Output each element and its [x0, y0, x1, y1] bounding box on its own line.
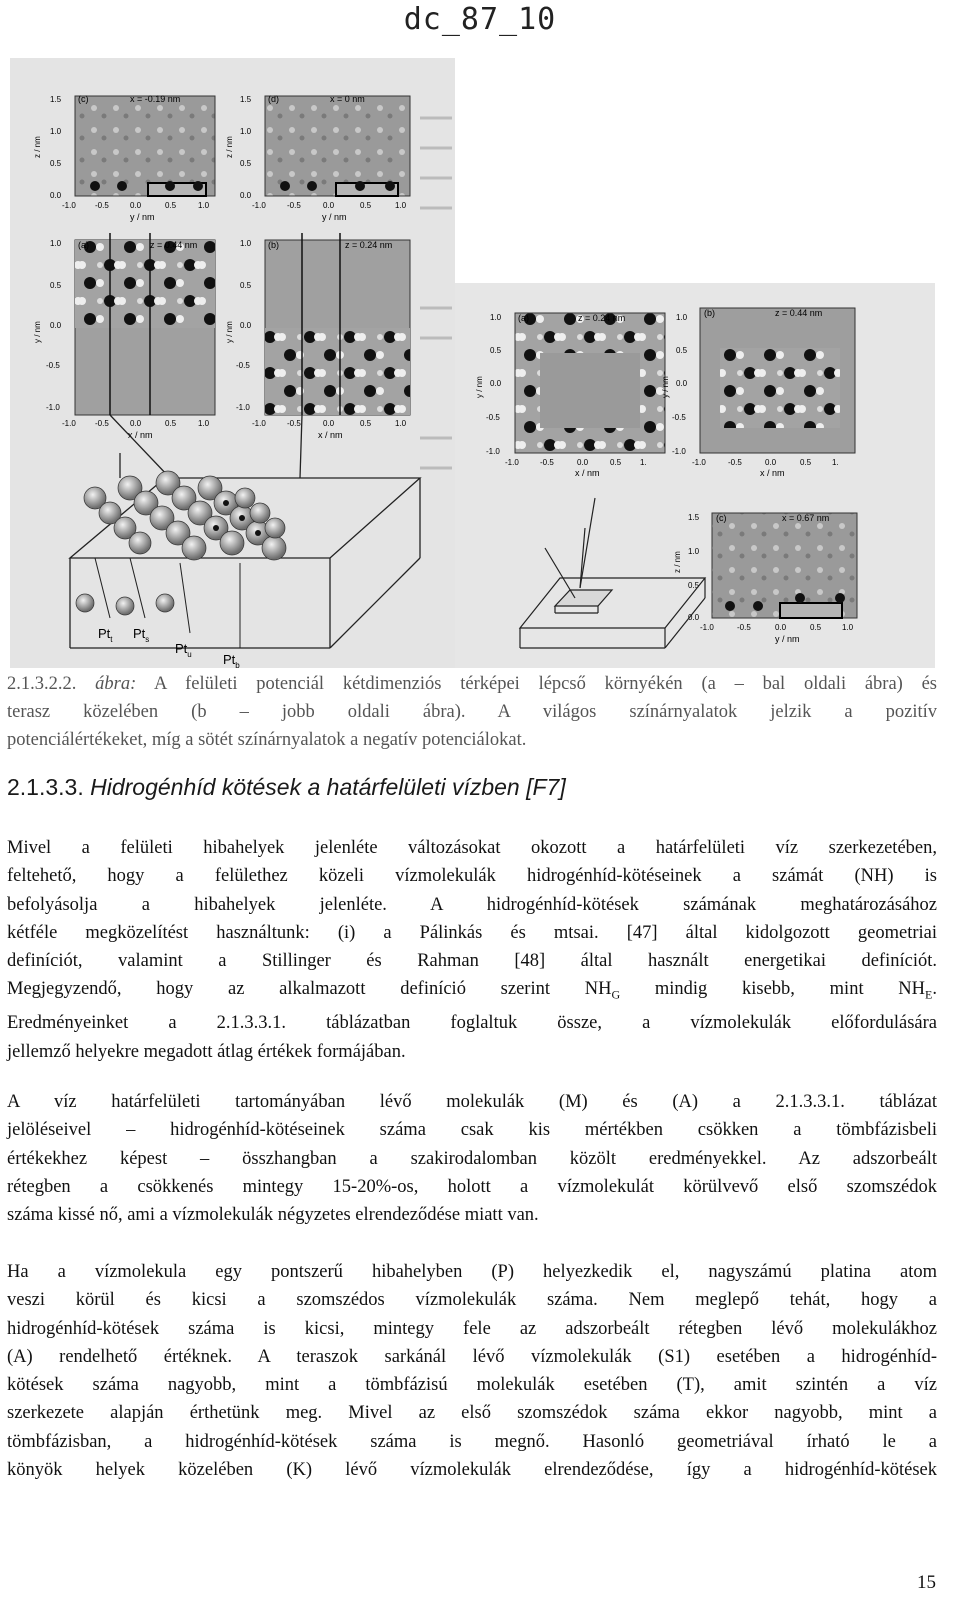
page-number: 15 [917, 1572, 936, 1593]
p1-line: Eredményeinket a 2.1.3.3.1. táblázatban foglaltuk össze, a vízmolekulák előfordulására [7, 1013, 937, 1034]
right-a-ylabel: y / nm [475, 376, 484, 398]
left-a-xlabel: x / nm [128, 430, 153, 440]
right-c-xtick-4: 1.0 [842, 623, 854, 632]
right-c-ylabel: z / nm [673, 551, 682, 573]
p1-line: definíciót, valamint a Stillinger és Rahman [48] által használt energetikai definíciót. [7, 951, 937, 972]
left-b-xtick-1: -0.5 [287, 419, 301, 428]
svg-text:Ptb: $Pt_b$ [223, 652, 240, 668]
left-a-xtick-2: 0.0 [130, 419, 142, 428]
paragraph-2 [7, 1088, 937, 1229]
left-b-label: z = 0.24 nm [345, 240, 393, 250]
left-a-xtick-3: 0.5 [165, 419, 177, 428]
left-b-xtick-3: 0.5 [360, 419, 372, 428]
left-a-xtick-0: -1.0 [62, 419, 76, 428]
p3-line: (A) rendelhető értéknek. A teraszok sarkánál lévő vízmolekulák (S1) esetében a hidrogénhíd- [7, 1346, 937, 1367]
left-b-ytick-0: 1.0 [240, 239, 252, 248]
right-a-xlabel: x / nm [575, 468, 600, 478]
p2-line: rétegben a csökkenés mintegy 15-20%-os, holott a vízmolekulát körülvevő első szomszédok [7, 1176, 937, 1197]
p3-line: tömbfázisban, a hidrogénhíd-kötések száma is megnő. Hasonló geometriával írható le a [7, 1431, 937, 1452]
right-b-ylabel: y / nm [661, 376, 670, 398]
left-a-label: z = 0.44 nm [150, 240, 198, 250]
right-b-xtick-1: -0.5 [728, 458, 742, 467]
section-number: 2.1.3.3. [7, 774, 84, 800]
right-a-ytick-4: -1.0 [486, 447, 500, 456]
right-b-ytick-3: -0.5 [672, 413, 686, 422]
left-b-xtick-4: 1.0 [395, 419, 407, 428]
left-d-xtick-4: 1.0 [395, 201, 407, 210]
left-c-ytick-0: 1.5 [50, 95, 62, 104]
right-c-letter: (c) [716, 513, 727, 523]
right-b-xlabel: x / nm [760, 468, 785, 478]
left-b-letter: (b) [268, 240, 279, 250]
section-title: Hidrogénhíd kötések a határfelületi vízben [F7] [90, 774, 566, 800]
left-b-ylabel: y / nm [225, 321, 234, 343]
left-c-label: x = -0.19 nm [130, 94, 181, 104]
caption-line-1: A felületi potenciál kétdimenziós térképei lépcső környékén (a – bal oldali ábra) és [154, 674, 938, 694]
right-b-xtick-0: -1.0 [692, 458, 706, 467]
left-c-ytick-3: 0.0 [50, 191, 62, 200]
right-a-label: z = 0.24 nm [578, 313, 626, 323]
p2-line: jelöléseivel – hidrogénhíd-kötéseinek száma csak kis mértékben csökken a tömbfázisbeli [7, 1120, 937, 1141]
caption-label: ábra: [95, 674, 137, 694]
p1-line-subscripts: Megjegyzendő, hogy az alkalmazott definíció szerint $NH_G$ mindig kisebb, mint $NH_E$. [7, 979, 937, 1003]
left-c-xtick-0: -1.0 [62, 201, 76, 210]
right-b-xtick-4: 1. [832, 458, 839, 467]
left-a-xtick-1: -0.5 [95, 419, 109, 428]
right-c-xlabel: y / nm [775, 634, 800, 644]
caption-line-3: potenciálértékeket, míg a sötét színárnyalatok a negatív potenciálokat. [7, 730, 527, 750]
caption-number: 2.1.3.2.2. [7, 674, 77, 694]
left-b-ytick-1: 0.5 [240, 281, 252, 290]
left-b-xlabel: x / nm [318, 430, 343, 440]
left-b-ytick-2: 0.0 [240, 321, 252, 330]
right-c-ytick-1: 1.0 [688, 547, 700, 556]
right-c-ytick-3: 0.0 [688, 613, 700, 622]
p1-line: kétféle megközelítést használtunk: (i) a Pálinkás és mtsai. [47] által kidolgozott geometriai [7, 922, 937, 943]
right-a-xtick-1: -0.5 [540, 458, 554, 467]
left-d-xtick-3: 0.5 [360, 201, 372, 210]
left-d-xlabel: y / nm [322, 212, 347, 222]
right-b-ytick-2: 0.0 [676, 379, 688, 388]
p3-line: Ha a vízmolekula egy pontszerű hibahelyben (P) helyezkedik el, nagyszámú platina atom [7, 1262, 937, 1282]
left-c-ytick-1: 1.0 [50, 127, 62, 136]
right-c-xtick-0: -1.0 [700, 623, 714, 632]
left-d-ytick-3: 0.0 [240, 191, 252, 200]
left-b-ytick-4: -1.0 [236, 403, 250, 412]
right-a-xtick-2: 0.0 [577, 458, 589, 467]
left-d-xtick-0: -1.0 [252, 201, 266, 210]
right-b-label: z = 0.44 nm [775, 308, 823, 318]
left-d-ytick-0: 1.5 [240, 95, 252, 104]
paragraph-1 [7, 834, 937, 1066]
left-d-letter: (d) [268, 94, 279, 104]
left-a-ytick-3: -0.5 [46, 361, 60, 370]
caption-line-2: terasz közelében (b – jobb oldali ábra). A világos színárnyalatok jelzik a pozitív [7, 702, 937, 722]
left-a-xtick-4: 1.0 [198, 419, 210, 428]
p1-line: feltehető, hogy a felülethez közeli vízmolekulák hidrogénhíd-kötéseinek a számát (NH) is [7, 866, 937, 887]
right-b-ytick-0: 1.0 [676, 313, 688, 322]
right-c-label: x = 0.67 nm [782, 513, 830, 523]
p1-line: befolyásolja a hibahelyek jelenléte. A hidrogénhíd-kötések számának meghatározásához [7, 894, 937, 915]
left-a-ytick-4: -1.0 [46, 403, 60, 412]
right-b-letter: (b) [704, 308, 715, 318]
right-b-xtick-2: 0.0 [765, 458, 777, 467]
document-header-code: dc_87_10 [403, 2, 557, 37]
svg-text:Ptt: $Pt_t$ [98, 626, 113, 644]
left-b-xtick-0: -1.0 [252, 419, 266, 428]
right-b-xtick-3: 0.5 [800, 458, 812, 467]
left-d-ytick-1: 1.0 [240, 127, 252, 136]
p3-line: kötések száma nagyobb, mint a tömbfázisú molekulák esetében (T), amit szintén a víz [7, 1375, 937, 1396]
left-c-xtick-1: -0.5 [95, 201, 109, 210]
left-d-xtick-1: -0.5 [287, 201, 301, 210]
right-b-ytick-1: 0.5 [676, 346, 688, 355]
figure-caption [7, 670, 937, 754]
right-a-letter: (a) [518, 313, 529, 323]
p1-line: jellemző helyekre megadott átlag értékek formájában. [7, 1041, 406, 1062]
right-a-ytick-0: 1.0 [490, 313, 502, 322]
left-d-ytick-2: 0.5 [240, 159, 252, 168]
left-c-ytick-2: 0.5 [50, 159, 62, 168]
left-a-ylabel: y / nm [33, 321, 42, 343]
right-a-xtick-4: 1. [640, 458, 647, 467]
left-d-label: x = 0 nm [330, 94, 365, 104]
left-c-xtick-4: 1.0 [198, 201, 210, 210]
right-a-ytick-3: -0.5 [486, 413, 500, 422]
svg-text:Ptu: $Pt_u$ [175, 641, 192, 659]
left-d-ylabel: z / nm [225, 136, 234, 158]
right-c-ytick-2: 0.5 [688, 581, 700, 590]
right-c-xtick-3: 0.5 [810, 623, 822, 632]
p3-line: hidrogénhíd-kötések száma is kicsi, mintegy fele az adszorbeált rétegben lévő molekulákhoz [7, 1318, 937, 1339]
left-b-xtick-2: 0.0 [323, 419, 335, 428]
p2-line: A víz határfelületi tartományában lévő molekulák (M) és (A) a 2.1.3.3.1. táblázat [7, 1092, 937, 1112]
right-c-xtick-1: -0.5 [737, 623, 751, 632]
right-a-ytick-2: 0.0 [490, 379, 502, 388]
p3-line: veszi körül és kicsi a szomszédos vízmolekulák száma. Nem meglepő tehát, hogy a [7, 1290, 937, 1311]
p3-line: szerkezete alapján érthetünk meg. Mivel az első szomszédok száma ekkor nagyobb, mint a [7, 1403, 937, 1424]
right-a-xtick-3: 0.5 [610, 458, 622, 467]
figure [0, 58, 960, 668]
svg-text:Pts: $Pt_s$ [133, 626, 150, 644]
left-c-xlabel: y / nm [130, 212, 155, 222]
right-c-xtick-2: 0.0 [775, 623, 787, 632]
section-heading [7, 774, 566, 801]
left-c-letter: (c) [78, 94, 89, 104]
left-a-letter: (a) [78, 240, 89, 250]
left-a-ytick-1: 0.5 [50, 281, 62, 290]
left-b-ytick-3: -0.5 [236, 361, 250, 370]
left-c-xtick-2: 0.0 [130, 201, 142, 210]
p2-line: értékekhez képest – összhangban a szakirodalomban közölt eredményekkel. Az adszorbeált [7, 1148, 937, 1169]
p1-line: Mivel a felületi hibahelyek jelenléte változásokat okozott a határfelületi víz szerkezetében, [7, 838, 937, 858]
left-c-xtick-3: 0.5 [165, 201, 177, 210]
left-a-ytick-0: 1.0 [50, 239, 62, 248]
right-b-ytick-4: -1.0 [672, 447, 686, 456]
right-c-ytick-0: 1.5 [688, 513, 700, 522]
p3-line: könyök helyek közelében (K) lévő vízmolekulák elrendeződése, így a hidrogénhíd-kötések [7, 1460, 937, 1481]
paragraph-3 [7, 1258, 937, 1484]
right-a-xtick-0: -1.0 [505, 458, 519, 467]
left-d-xtick-2: 0.0 [323, 201, 335, 210]
left-a-ytick-2: 0.0 [50, 321, 62, 330]
right-a-ytick-1: 0.5 [490, 346, 502, 355]
p2-line: száma kissé nő, ami a vízmolekulák négyzetes elrendeződése miatt van. [7, 1205, 539, 1226]
left-c-ylabel: z / nm [33, 136, 42, 158]
